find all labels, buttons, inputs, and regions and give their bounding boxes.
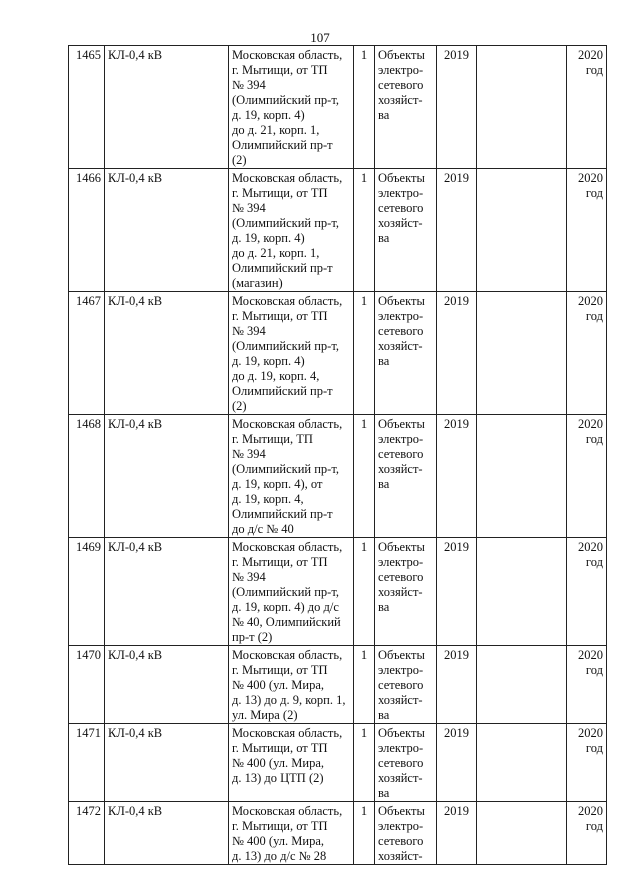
blank-cell bbox=[477, 292, 567, 415]
object-year: 2019 bbox=[437, 46, 477, 169]
blank-cell bbox=[477, 169, 567, 292]
object-name: КЛ-0,4 кВ bbox=[105, 415, 229, 538]
object-name: КЛ-0,4 кВ bbox=[105, 802, 229, 865]
table-row bbox=[69, 292, 607, 415]
object-quantity: 1 bbox=[354, 46, 375, 169]
object-address: Московская область, г. Мытищи, ТП № 394 (Олимпийский пр-т, д. 19, корп. 4), от д. 19, корп. 4, Олимпийский пр-т до д/с № 40 bbox=[229, 415, 354, 538]
object-term: 2020 год bbox=[567, 415, 607, 538]
object-category: Объекты электро- сетевого хозяйст- ва bbox=[375, 169, 437, 292]
row-number: 1466 bbox=[69, 169, 105, 292]
object-term: 2020 год bbox=[567, 46, 607, 169]
row-number: 1471 bbox=[69, 724, 105, 802]
object-category: Объекты электро- сетевого хозяйст- bbox=[375, 802, 437, 865]
object-quantity: 1 bbox=[354, 724, 375, 802]
table-row bbox=[69, 724, 607, 802]
object-category: Объекты электро- сетевого хозяйст- ва bbox=[375, 292, 437, 415]
object-name: КЛ-0,4 кВ bbox=[105, 538, 229, 646]
table-row bbox=[69, 646, 607, 724]
object-category: Объекты электро- сетевого хозяйст- ва bbox=[375, 538, 437, 646]
object-address: Московская область, г. Мытищи, от ТП № 400 (ул. Мира, д. 13) до д/с № 28 bbox=[229, 802, 354, 865]
object-address: Московская область, г. Мытищи, от ТП № 400 (ул. Мира, д. 13) до ЦТП (2) bbox=[229, 724, 354, 802]
row-number: 1472 bbox=[69, 802, 105, 865]
row-number: 1467 bbox=[69, 292, 105, 415]
object-term: 2020 год bbox=[567, 646, 607, 724]
object-year: 2019 bbox=[437, 646, 477, 724]
blank-cell bbox=[477, 802, 567, 865]
object-quantity: 1 bbox=[354, 802, 375, 865]
table-row bbox=[69, 802, 607, 865]
object-year: 2019 bbox=[437, 292, 477, 415]
table-row bbox=[69, 415, 607, 538]
blank-cell bbox=[477, 415, 567, 538]
row-number: 1469 bbox=[69, 538, 105, 646]
object-quantity: 1 bbox=[354, 538, 375, 646]
object-category: Объекты электро- сетевого хозяйст- ва bbox=[375, 415, 437, 538]
object-address: Московская область, г. Мытищи, от ТП № 394 (Олимпийский пр-т, д. 19, корп. 4) до д. 21, корп. 1, Олимпийский пр-т (2) bbox=[229, 46, 354, 169]
object-address: Московская область, г. Мытищи, от ТП № 394 (Олимпийский пр-т, д. 19, корп. 4) до д. 19, корп. 4, Олимпийский пр-т (2) bbox=[229, 292, 354, 415]
object-address: Московская область, г. Мытищи, от ТП № 394 (Олимпийский пр-т, д. 19, корп. 4) до д/с № 40, Олимпийский пр-т (2) bbox=[229, 538, 354, 646]
object-term: 2020 год bbox=[567, 169, 607, 292]
object-year: 2019 bbox=[437, 415, 477, 538]
object-term: 2020 год bbox=[567, 802, 607, 865]
object-address: Московская область, г. Мытищи, от ТП № 400 (ул. Мира, д. 13) до д. 9, корп. 1, ул. Мира (2) bbox=[229, 646, 354, 724]
object-quantity: 1 bbox=[354, 646, 375, 724]
object-category: Объекты электро- сетевого хозяйст- ва bbox=[375, 646, 437, 724]
blank-cell bbox=[477, 646, 567, 724]
object-quantity: 1 bbox=[354, 169, 375, 292]
table-row bbox=[69, 169, 607, 292]
object-name: КЛ-0,4 кВ bbox=[105, 292, 229, 415]
object-year: 2019 bbox=[437, 724, 477, 802]
object-year: 2019 bbox=[437, 538, 477, 646]
object-name: КЛ-0,4 кВ bbox=[105, 646, 229, 724]
blank-cell bbox=[477, 46, 567, 169]
object-name: КЛ-0,4 кВ bbox=[105, 169, 229, 292]
register-table bbox=[68, 45, 607, 865]
object-name: КЛ-0,4 кВ bbox=[105, 46, 229, 169]
object-category: Объекты электро- сетевого хозяйст- ва bbox=[375, 724, 437, 802]
object-term: 2020 год bbox=[567, 292, 607, 415]
row-number: 1468 bbox=[69, 415, 105, 538]
object-name: КЛ-0,4 кВ bbox=[105, 724, 229, 802]
object-year: 2019 bbox=[437, 169, 477, 292]
row-number: 1465 bbox=[69, 46, 105, 169]
table-row bbox=[69, 46, 607, 169]
blank-cell bbox=[477, 724, 567, 802]
row-number: 1470 bbox=[69, 646, 105, 724]
object-quantity: 1 bbox=[354, 292, 375, 415]
object-category: Объекты электро- сетевого хозяйст- ва bbox=[375, 46, 437, 169]
object-year: 2019 bbox=[437, 802, 477, 865]
page-number: 107 bbox=[310, 30, 330, 45]
object-quantity: 1 bbox=[354, 415, 375, 538]
object-address: Московская область, г. Мытищи, от ТП № 394 (Олимпийский пр-т, д. 19, корп. 4) до д. 21, корп. 1, Олимпийский пр-т (магазин) bbox=[229, 169, 354, 292]
object-term: 2020 год bbox=[567, 724, 607, 802]
blank-cell bbox=[477, 538, 567, 646]
table-row bbox=[69, 538, 607, 646]
object-term: 2020 год bbox=[567, 538, 607, 646]
